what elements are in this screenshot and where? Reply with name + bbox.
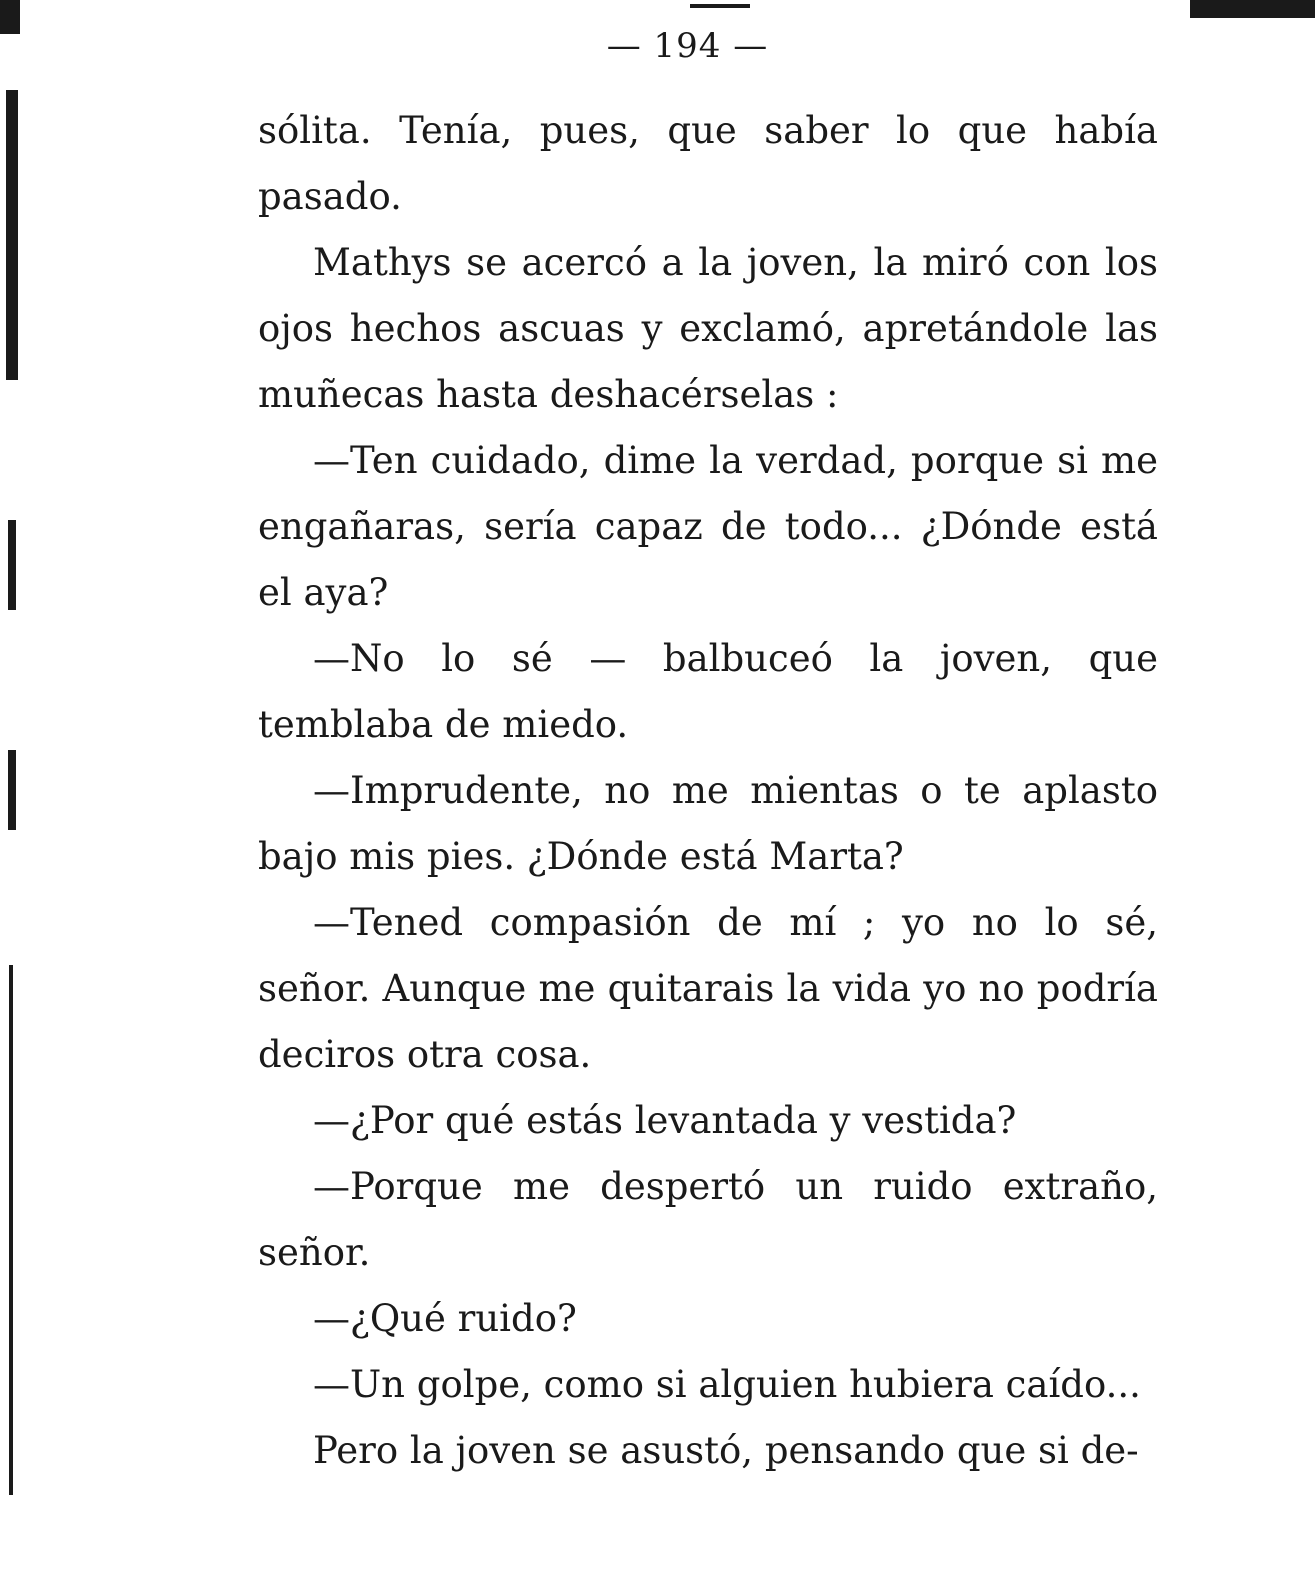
paragraph: —¿Por qué estás levantada y vestida? (313, 1099, 1017, 1142)
scan-edge-left-4 (9, 965, 13, 1495)
paragraph: sólita. Tenía, pues, que saber lo que había pasado. (258, 109, 1158, 218)
paragraph: Pero la joven se asustó, pensando que si de- (313, 1429, 1139, 1472)
scan-edge-top-right (1190, 0, 1315, 18)
scan-edge-left-3 (8, 750, 16, 830)
scan-dash-top (690, 4, 750, 8)
paragraph: —No lo sé — balbuceó la joven, que temblaba de miedo. (258, 637, 1158, 746)
page-number: — 194 — (606, 26, 769, 66)
paragraph: —¿Qué ruido? (313, 1297, 577, 1340)
paragraph: —Imprudente, no me mientas o te aplasto bajo mis pies. ¿Dónde está Marta? (258, 769, 1158, 878)
paragraph: —Tened compasión de mí ; yo no lo sé, señor. Aunque me quitarais la vida yo no podría deciros otra cosa. (258, 901, 1158, 1076)
scan-edge-left-2 (8, 520, 16, 610)
paragraph: —Ten cuidado, dime la verdad, porque si me engañaras, sería capaz de todo... ¿Dónde está el aya? (258, 439, 1158, 614)
scan-edge-left-1 (6, 90, 18, 380)
paragraph: Mathys se acercó a la joven, la miró con los ojos hechos ascuas y exclamó, apretándole las muñecas hasta deshacérselas : (258, 241, 1158, 416)
paragraph: —Un golpe, como si alguien hubiera caído... (313, 1363, 1141, 1406)
body-text (258, 98, 1158, 1484)
page-header (0, 26, 1315, 66)
paragraph: —Porque me despertó un ruido extraño, señor. (258, 1165, 1158, 1274)
